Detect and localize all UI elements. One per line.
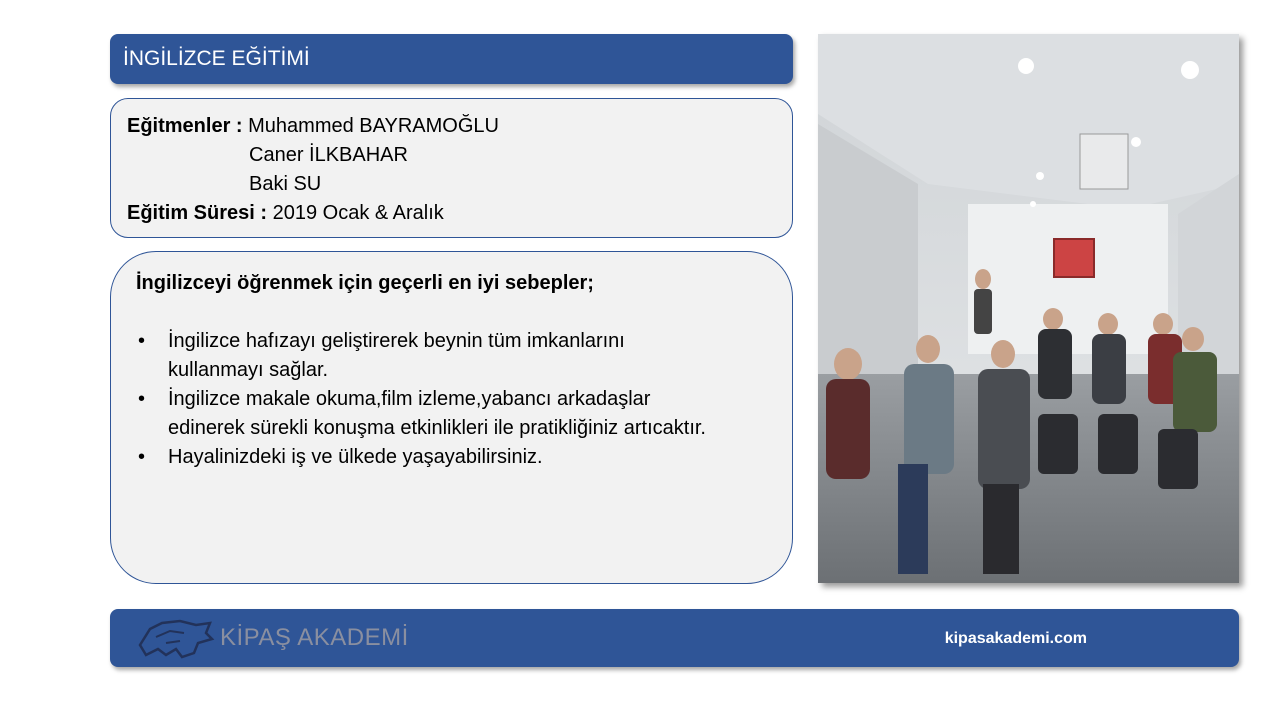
list-item-text: Hayalinizdeki iş ve ülkede yaşayabilirsiniz. — [168, 446, 543, 468]
logo-text: KİPAŞ AKADEMİ — [220, 624, 409, 651]
list-item-text: İngilizce makale okuma,film izleme,yabancı arkadaşlar — [168, 388, 651, 410]
footer-bar — [110, 609, 1239, 667]
training-info-box — [110, 98, 793, 238]
duration-row — [127, 199, 792, 228]
website-link[interactable]: kipasakademi.com — [944, 630, 1087, 647]
reasons-box — [110, 251, 793, 584]
trainer-name: Baki SU — [249, 173, 322, 195]
trainers-label: Eğitmenler : — [127, 115, 243, 137]
list-item-text: İngilizce hafızayı geliştirerek beynin tüm imkanlarını — [168, 330, 625, 352]
list-item — [136, 443, 772, 472]
bullet-icon: • — [138, 388, 146, 410]
list-item-text: kullanmayı sağlar. — [168, 359, 329, 381]
trainer-name: Muhammed BAYRAMOĞLU — [248, 115, 499, 137]
list-item — [136, 327, 772, 385]
lion-head-icon — [136, 615, 216, 661]
list-item — [136, 385, 772, 443]
bullet-icon: • — [138, 330, 146, 352]
list-item-text: edinerek sürekli konuşma etkinlikleri ile pratikliğiniz artıcaktır. — [168, 417, 706, 439]
bullet-icon: • — [138, 446, 146, 468]
trainer-name: Caner İLKBAHAR — [249, 144, 408, 166]
classroom-photo — [818, 34, 1239, 583]
classroom-photo-icon — [818, 34, 1239, 583]
kipas-akademi-logo — [136, 615, 409, 661]
slide-title: İNGİLİZCE EĞİTİMİ — [123, 47, 310, 70]
duration-value: 2019 Ocak & Aralık — [272, 202, 444, 224]
reasons-list — [136, 327, 772, 472]
duration-label: Eğitim Süresi : — [127, 202, 268, 224]
slide-title-bar — [110, 34, 793, 84]
trainers-row — [127, 112, 792, 141]
reasons-heading: İngilizceyi öğrenmek için geçerli en iyi sebepler; — [136, 272, 594, 294]
